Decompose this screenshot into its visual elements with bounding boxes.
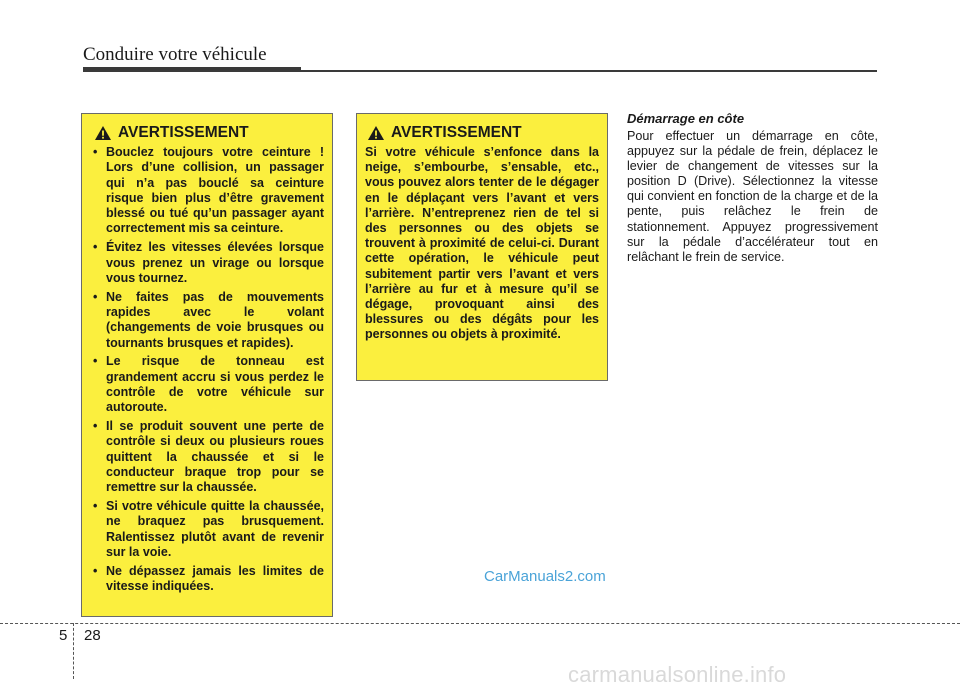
warning-heading-left bbox=[94, 124, 324, 142]
header-rule-thin bbox=[301, 70, 877, 72]
bullet-dot: • bbox=[93, 499, 98, 514]
warning-heading-text: AVERTISSEMENT bbox=[118, 124, 249, 141]
warning-bullet-text: Il se produit souvent une perte de contrôle si deux ou plusieurs roues quittent la chaussée et si le conducteur braque trop pour se remettre sur la chaussée. bbox=[106, 419, 324, 495]
header-rule-thick bbox=[83, 67, 301, 72]
bullet-dot: • bbox=[93, 145, 98, 159]
warning-bullet-list bbox=[92, 145, 324, 594]
warning-triangle-icon bbox=[367, 125, 385, 141]
bullet-dot: • bbox=[93, 419, 98, 434]
warning-box-right bbox=[356, 113, 608, 381]
bullet-dot: • bbox=[93, 289, 98, 304]
chapter-number: 5 bbox=[59, 627, 68, 644]
warning-triangle-icon bbox=[94, 125, 112, 141]
warning-heading-text: AVERTISSEMENT bbox=[391, 124, 522, 141]
warning-heading-right bbox=[367, 124, 599, 142]
warning-bullet bbox=[92, 419, 324, 495]
warning-bullet-text: Si votre véhicule quitte la chaussée, ne braquez pas brusquement. Ralentissez plutôt avant de revenir sur la voie. bbox=[106, 499, 324, 559]
page-header-title: Conduire votre véhicule bbox=[83, 44, 267, 65]
bullet-dot: • bbox=[93, 240, 98, 255]
footer-vertical-divider bbox=[73, 623, 74, 679]
section-title: Démarrage en côte bbox=[627, 111, 745, 126]
warning-bullet bbox=[92, 354, 324, 415]
warning-box-left bbox=[81, 113, 333, 617]
warning-bullet-text: Ne faites pas de mouvements rapides avec le volant (changements de voie brusques ou tournants brusques et rapides). bbox=[106, 289, 324, 350]
page-number: 28 bbox=[84, 627, 101, 644]
warning-bullet-text: Le risque de tonneau est grandement accru si vous perdez le contrôle de votre véhicule sur autoroute. bbox=[106, 354, 324, 415]
warning-bullet bbox=[92, 499, 324, 560]
warning-bullet bbox=[92, 290, 324, 351]
bullet-dot: • bbox=[93, 354, 98, 369]
warning-bullet-text: Bouclez toujours votre ceinture ! Lors d’une collision, un passager qui n’a pas bouclé sa ceinture risque bien plus d’être gravement blessé ou tué qu’un passager ayant correctement mis sa ceinture. bbox=[106, 145, 324, 236]
section-body: Pour effectuer un démarrage en côte, appuyez sur la pédale de frein, déplacez le levier de changement de vitesses sur la position D (Drive). Sélectionnez la vitesse qui convient en fonction de la charge et de la pente, puis relâchez le frein de stationnement. Appuyez progressivement sur la pédale d’accélérateur tout en relâchant le frein de service. bbox=[627, 129, 878, 264]
footer-divider bbox=[0, 623, 960, 624]
watermark-text: carmanualsonline.info bbox=[568, 662, 787, 687]
warning-bullet bbox=[92, 564, 324, 595]
bullet-dot: • bbox=[93, 563, 98, 578]
warning-bullet bbox=[92, 240, 324, 286]
warning-bullet-text: Évitez les vitesses élevées lorsque vous prenez un virage ou lorsque vous tournez. bbox=[106, 240, 324, 285]
warning-text: Si votre véhicule s’enfonce dans la neige, s’embourbe, s’ensable, etc., vous pouvez alors tenter de le dégager en le déplaçant vers l’avant et vers l’arrière. N’entreprenez rien de tel si des personnes ou des objets se trouvent à proximité de celui-ci. Durant cette opération, le véhicule peut subitement partir vers l’avant et vers l’arrière au fur et à mesure qu’il se dégage, provoquant ainsi des blessures ou des dégâts pour les personnes ou objets à proximité. bbox=[365, 145, 599, 342]
warning-bullet-text: Ne dépassez jamais les limites de vitesse indiquées. bbox=[106, 563, 324, 594]
warning-bullet bbox=[92, 145, 324, 237]
watermark-link[interactable]: CarManuals2.com bbox=[484, 568, 606, 585]
